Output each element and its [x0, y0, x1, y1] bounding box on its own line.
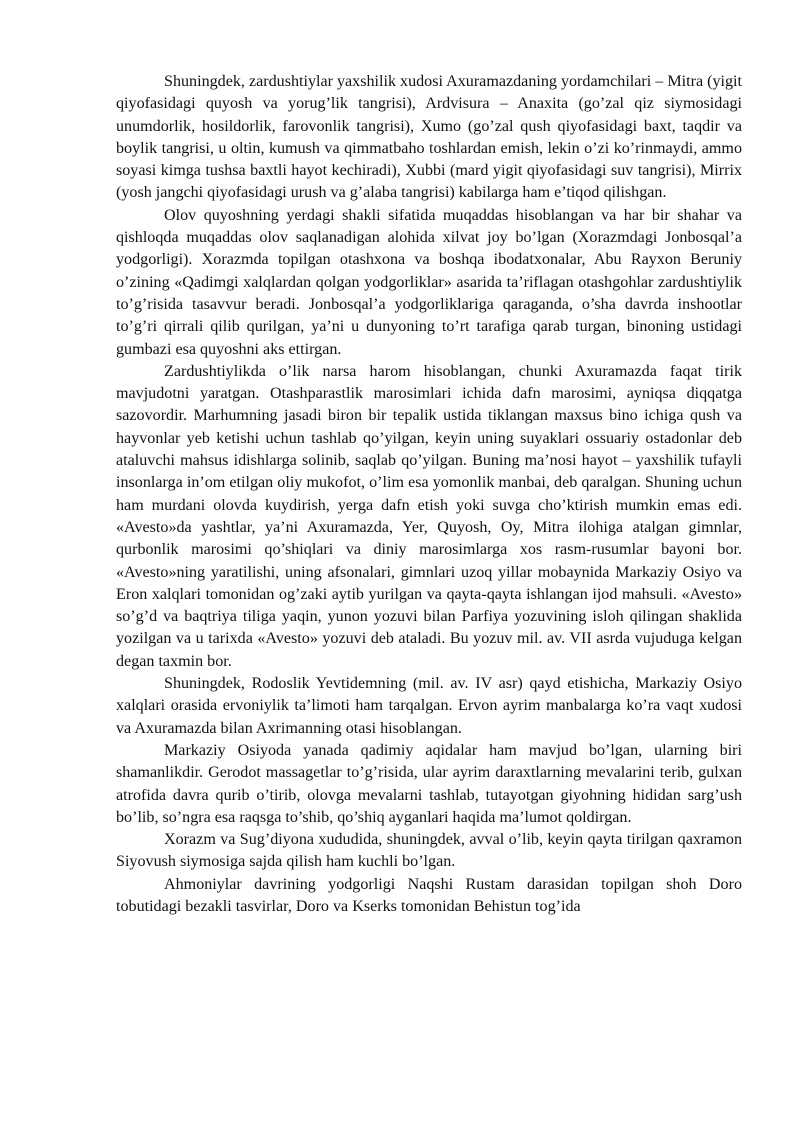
paragraph-sacred-fire: Olov quyoshning yerdagi shakli sifatida muqaddas hisoblangan va har bir shahar va qishloqda muqaddas olov saqlanadigan alohida xilvat joy bo’lgan (Xorazmdagi Jonbosqal’a yodgorligi). Xorazmda topilgan otashxona va boshqa ibodatxonalar, Abu Rayxon Beruniy o’zining «Qadimgi xalqlardan qolgan yodgorliklar» asarida ta’riflagan otashgohlar zardushtiylik to’g’risida tasavvur beradi. Jonbosqal’a yodgorliklariga qaraganda, o’sha davrda inshootlar to’g’ri qirrali qilib qurilgan, ya’ni u dunyoning to’rt tarafiga qarab turgan, binoning ustidagi gumbazi esa quyoshni aks ettirgan. — [116, 206, 742, 358]
document-page — [116, 71, 742, 918]
paragraph-siyavush: Xorazm va Sug’diyona xududida, shuningdek, avval o’lib, keyin qayta tirilgan qaxramon Siyovush siymosiga sajda qilish ham kuchli bo’lgan. — [116, 831, 742, 871]
paragraph-achaemenid: Ahmoniylar davrining yodgorligi Naqshi Rustam darasidan topilgan shoh Doro tobutidagi bezakli tasvirlar, Doro va Kserks tomonidan Behistun tog’ida — [116, 875, 742, 915]
paragraph-zoroastrian-deities: Shuningdek, zardushtiylar yaxshilik xudosi Axuramazdaning yordamchilari – Mitra (yigit qiyofasidagi quyosh va yorug’lik tangrisi), Ardvisura – Anaxita (go’zal qiz siymosidagi unumdorlik, hosildorlik, farovonlik tangrisi), Xumo (go’zal qush qiyofasidagi baxt, taqdir va boylik tangrisi, u oltin, kumush va qimmatbaho toshlardan emish, lekin o’zi ko’rinmaydi, ammo soyasi kimga tushsa baxtli hayot kechiradi), Xubbi (mard yigit qiyofasidagi suv tangrisi), Mirrix (yosh jangchi qiyofasidagi urush va g’alaba tangrisi) kabilarga ham e’tiqod qilishgan. — [116, 73, 742, 202]
paragraph-burial-rites: Zardushtiylikda o’lik narsa harom hisoblangan, chunki Axuramazda faqat tirik mavjudotni yaratgan. Otashparastlik marosimlari ichida dafn marosimi, ayniqsa diqqatga sazovordir. Marhumning jasadi biron bir tepalik ustida tiklangan maxsus bino ichiga qush va hayvonlar yeb ketishi uchun tashlab qo’yilgan, keyin uning suyaklari ossuariy ostadonlar deb ataluvchi mahsus idishlarga solinib, saqlab qo’yilgan. Buning ma’nosi hayot – yaxshilik tufayli insonlarga in’om etilgan oliy mukofot, o’lim esa yomonlik manbai, deb qaralgan. Shuning uchun ham murdani olovda kuydirish, yerga dafn etish yoki suvga cho’ktirish mumkin emas edi. «Avesto»da yashtlar, ya’ni Axuramazda, Yer, Quyosh, Oy, Mitra ilohiga atalgan gimnlar, qurbonlik marosimi qo’shiqlari va diniy marosimlarga xos rasm-rusumlar bayoni bor. «Avesto»ning yaratilishi, uning afsonalari, gimnlari uzoq yillar mobaynida Markaziy Osiyo va Eron xalqlari tomonidan og’zaki aytib yurilgan va qayta-qayta ishlangan ijod mahsuli. «Avesto» so’g’d va baqtriya tiliga yaqin, yunon yozuvi bilan Parfiya yozuvining isloh qilingan shaklida yozilgan va u tarixda «Avesto» yozuvi deb ataladi. Bu yozuv mil. av. VII asrda vujuduga kelgan degan taxmin bor. — [116, 362, 742, 670]
paragraph-shamanism: Markaziy Osiyoda yanada qadimiy aqidalar ham mavjud bo’lgan, ularning biri shamanlikdir. Gerodot massagetlar to’g’risida, ular ayrim daraxtlarning mevalarini terib, gulxan atrofida davra qurib o’tirib, olovga mevalarni tashlab, tutayotgan giyohning hididan sarg’ush bo’lib, so’ngra esa raqsga to’shib, qo’shiq ayganlari haqida ma’lumot qoldirgan. — [116, 741, 742, 826]
paragraph-zurvanism: Shuningdek, Rodoslik Yevtidemning (mil. av. IV asr) qayd etishicha, Markaziy Osiyo xalqlari orasida ervoniylik ta’limoti ham tarqalgan. Ervon ayrim manbalarga ko’ra vaqt xudosi va Axuramazda bilan Axrimanning otasi hisoblangan. — [116, 675, 742, 737]
